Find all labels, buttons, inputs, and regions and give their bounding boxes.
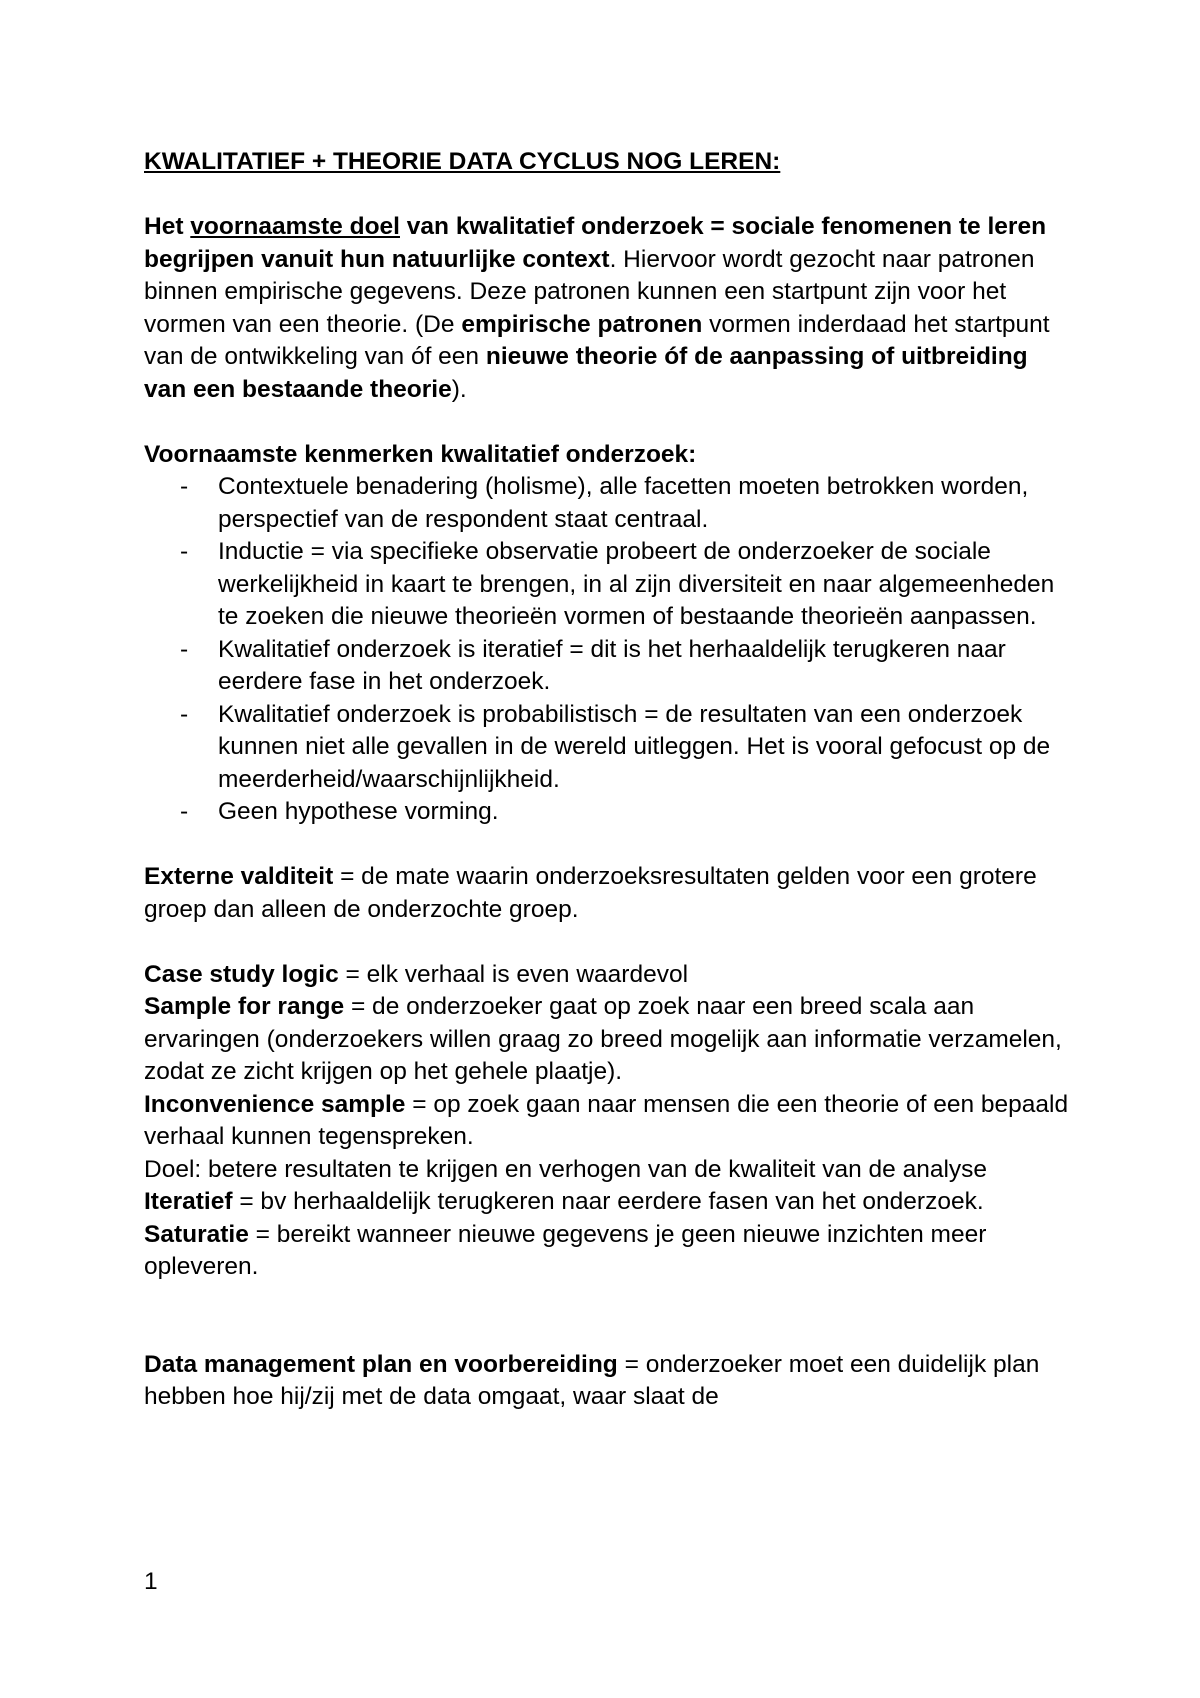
spacer [144,406,1074,439]
spacer [144,829,1074,862]
case-term: Case study logic [144,960,339,988]
externe-term: Externe valditeit [144,863,334,890]
page-content [144,146,1074,1414]
case-study-line: Case study logic = elk verhaal is even waardevol [144,960,689,988]
bullet-dash: - [180,700,189,728]
bullet-dash: - [180,538,189,565]
sample-range-paragraph: Sample for range = de onderzoeker gaat op zoek naar een breed scala aan ervaringen (onderzoekers willen graag zo breed mogelijk aan informatie verzamelen, zodat ze zicht krijgen op het gehele plaatje). [144,993,1062,1085]
bullet-dash: - [180,473,189,500]
list-item: - Geen hypothese vorming. [144,796,1074,829]
intro-bold-patterns: empirische patronen [461,310,703,338]
intro-bold-start: Het voornaamste doel van kwalitatief onderzoek = sociale fenomenen te leren begrijpen vanuit hun natuurlijke context [144,213,1047,273]
externe-validiteit-paragraph: Externe valditeit = de mate waarin onderzoeksresultaten gelden voor een grotere groep dan alleen de onderzochte groep. [144,863,1037,923]
bullet-dash: - [180,635,189,663]
iter-term: Iteratief [144,1188,233,1215]
intro-underlined-term: voornaamste doel [190,213,400,240]
intro-bold-theory: nieuwe theorie óf de aanpassing of uitbreiding van een bestaande theorie [144,343,1028,403]
iteratief-paragraph: Iteratief = bv herhaaldelijk terugkeren naar eerdere fasen van het onderzoek. [144,1188,984,1215]
intro-paragraph: Het voornaamste doel van kwalitatief onderzoek = sociale fenomenen te leren begrijpen vanuit hun natuurlijke context. Hiervoor wordt gezocht naar patronen binnen empirische gegevens. Deze patronen kunnen een startpunt zijn voor het vormen van een theorie. (De empirische patronen vormen inderdaad het startpunt van de ontwikkeling van óf een nieuwe theorie óf de aanpassing of uitbreiding van een bestaande theorie). [144,213,1050,403]
saturatie-paragraph: Saturatie = bereikt wanneer nieuwe gegevens je geen nieuwe inzichten meer opleveren. [144,1220,987,1280]
page-number: 1 [144,1568,158,1595]
spacer [144,179,1074,212]
inconvenience-paragraph: Inconvenience sample = op zoek gaan naar mensen die een theorie of een bepaald verhaal kunnen tegenspreken. [144,1090,1069,1150]
kenmerken-section [144,439,1074,829]
page-title: KWALITATIEF + THEORIE DATA CYCLUS NOG LEREN: [144,148,781,175]
list-item: - Kwalitatief onderzoek is iteratief = dit is het herhaaldelijk terugkeren naar eerdere fase in het onderzoek. [180,635,1006,695]
list-item: - Kwalitatief onderzoek is probabilistisch = de resultaten van een onderzoek kunnen niet alle gevallen in de wereld uitleggen. Het is vooral gefocust op de meerderheid/waarschijnlijkheid. [180,700,1051,793]
sample-term: Sample for range [144,993,345,1020]
list-item: - Contextuele benadering (holisme), alle facetten moeten betrokken worden, perspectief van de respondent staat centraal. [180,473,1029,533]
data-management-paragraph: Data management plan en voorbereiding = onderzoeker moet een duidelijk plan hebben hoe hij/zij met de data omgaat, waar slaat de [144,1350,1040,1410]
dm-term: Data management plan en voorbereiding [144,1350,618,1378]
spacer [144,1284,1074,1349]
kenmerken-list [144,471,1074,829]
spacer [144,926,1074,959]
sat-term: Saturatie [144,1220,249,1248]
list-item: - Inductie = via specifieke observatie probeert de onderzoeker de sociale werkelijkheid in kaart te brengen, in al zijn diversiteit en naar algemeenheden te zoeken die nieuwe theorieën vormen of bestaande theorieën aanpassen. [180,538,1055,630]
doel-paragraph: Doel: betere resultaten te krijgen en verhogen van de kwaliteit van de analyse [144,1155,988,1183]
incon-term: Inconvenience sample [144,1090,406,1118]
kenmerken-heading: Voornaamste kenmerken kwalitatief onderzoek: [144,440,697,468]
bullet-dash: - [180,798,189,825]
